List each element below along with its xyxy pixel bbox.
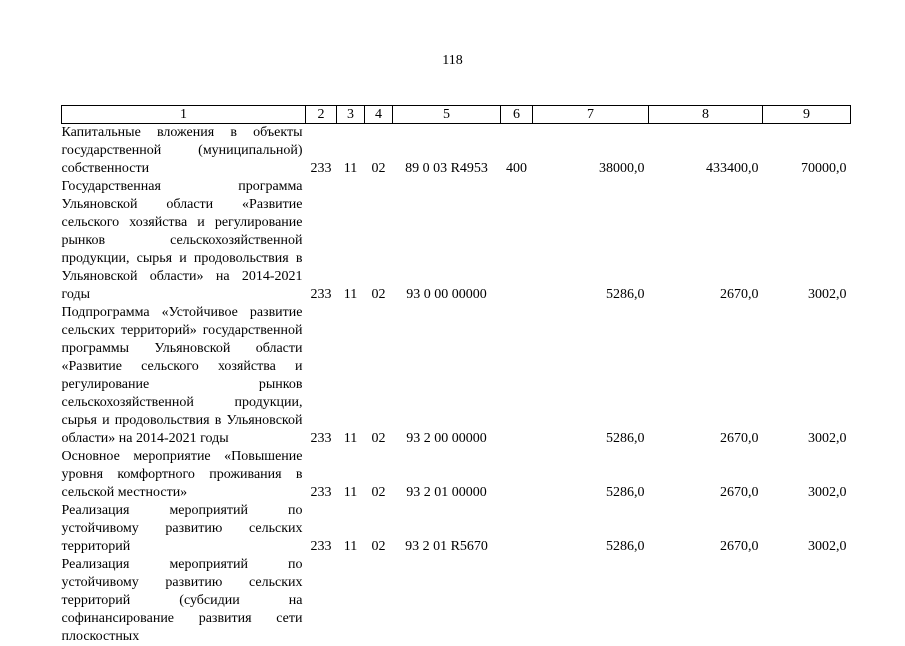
- code-cell: [501, 304, 533, 448]
- code-cell: 11: [343, 539, 358, 554]
- amount-cell: [649, 556, 763, 646]
- table-header-row: [62, 106, 851, 124]
- amount-cell: 2670,0: [720, 539, 759, 554]
- amount-cell: 3002,0: [808, 287, 847, 302]
- column-header: 6: [501, 106, 533, 124]
- column-header: 3: [337, 106, 365, 124]
- code-cell: 400: [506, 161, 527, 176]
- row-name-cell: Основное мероприятие «Повышение уровня комфортного проживания в сельской местности»: [61, 449, 303, 500]
- code-cell: [501, 502, 533, 556]
- amount-cell: 5286,0: [606, 287, 645, 302]
- code-cell: 93 2 00 00000: [406, 431, 487, 446]
- row-name-cell: Реализация мероприятий по устойчивому развитию сельских территорий (субсидии на софинансирование развития сети плоскостных: [61, 557, 303, 644]
- column-header: 8: [649, 106, 763, 124]
- budget-table: [61, 105, 851, 646]
- code-cell: 11: [343, 161, 358, 176]
- amount-cell: [533, 556, 649, 646]
- row-name-cell: Капитальные вложения в объекты государственной (муниципальной) собственности: [61, 125, 303, 176]
- row-name-cell: Подпрограмма «Устойчивое развитие сельских территорий» государственной программы Ульяновской области «Развитие сельского хозяйства и регулирование рынков сельскохозяйственной продукции, сырья и продовольствия в Ульяновской области» на 2014-2021 годы: [61, 305, 303, 446]
- column-header: 9: [763, 106, 851, 124]
- table-row: [62, 448, 851, 502]
- code-cell: 11: [343, 431, 358, 446]
- table-row: [62, 304, 851, 448]
- amount-cell: 3002,0: [808, 539, 847, 554]
- amount-cell: 2670,0: [720, 485, 759, 500]
- code-cell: 89 0 03 R4953: [405, 161, 488, 176]
- table-row: [62, 502, 851, 556]
- code-cell: 02: [371, 431, 386, 446]
- code-cell: 11: [343, 287, 358, 302]
- code-cell: 233: [310, 431, 332, 446]
- code-cell: 233: [310, 287, 332, 302]
- column-header: 1: [62, 106, 306, 124]
- code-cell: 233: [310, 539, 332, 554]
- code-cell: [501, 556, 533, 646]
- row-name-cell: Государственная программа Ульяновской области «Развитие сельского хозяйства и регулирование рынков сельскохозяйственной продукции, сырья и продовольствия в Ульяновской области» на 2014-2021 годы: [61, 179, 303, 302]
- amount-cell: 2670,0: [720, 431, 759, 446]
- amount-cell: 433400,0: [706, 161, 759, 176]
- amount-cell: 2670,0: [720, 287, 759, 302]
- column-header: 5: [393, 106, 501, 124]
- column-header: 4: [365, 106, 393, 124]
- column-header: 2: [306, 106, 337, 124]
- code-cell: 02: [371, 485, 386, 500]
- code-cell: [337, 556, 365, 646]
- amount-cell: 70000,0: [801, 161, 847, 176]
- table-row: [62, 178, 851, 304]
- code-cell: [501, 448, 533, 502]
- code-cell: [306, 556, 337, 646]
- amount-cell: 5286,0: [606, 431, 645, 446]
- code-cell: 02: [371, 287, 386, 302]
- code-cell: 11: [343, 485, 358, 500]
- amount-cell: 3002,0: [808, 431, 847, 446]
- table-row: [62, 124, 851, 179]
- code-cell: [501, 178, 533, 304]
- page-number: 118: [442, 53, 463, 68]
- code-cell: 233: [310, 485, 332, 500]
- code-cell: [365, 556, 393, 646]
- code-cell: 93 0 00 00000: [406, 287, 487, 302]
- code-cell: 233: [310, 161, 332, 176]
- column-header: 7: [533, 106, 649, 124]
- amount-cell: [763, 556, 851, 646]
- code-cell: 02: [371, 539, 386, 554]
- amount-cell: 38000,0: [599, 161, 645, 176]
- row-name-cell: Реализация мероприятий по устойчивому развитию сельских территорий: [61, 503, 303, 554]
- code-cell: 93 2 01 R5670: [405, 539, 488, 554]
- table-row: [62, 556, 851, 646]
- code-cell: [393, 556, 501, 646]
- amount-cell: 3002,0: [808, 485, 847, 500]
- amount-cell: 5286,0: [606, 485, 645, 500]
- code-cell: 02: [371, 161, 386, 176]
- code-cell: 93 2 01 00000: [406, 485, 487, 500]
- amount-cell: 5286,0: [606, 539, 645, 554]
